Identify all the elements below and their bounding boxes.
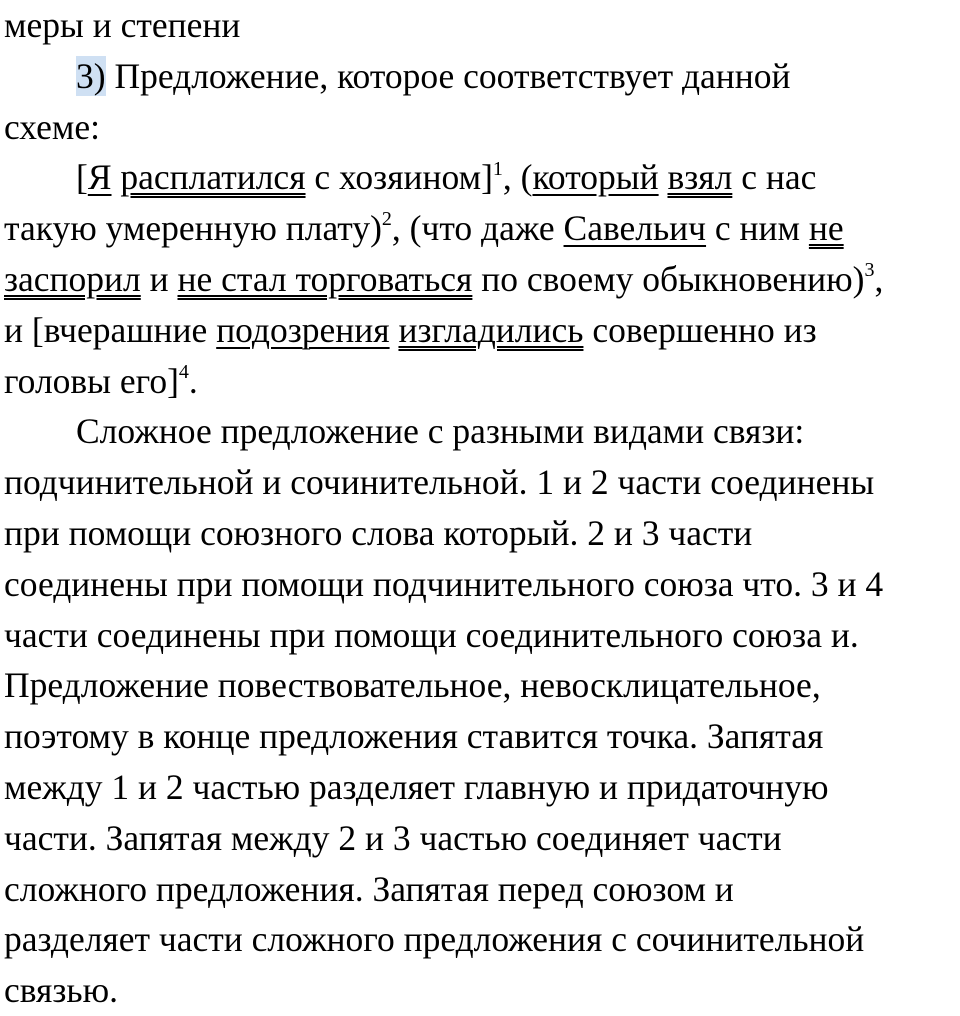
plain-text: ,	[874, 258, 884, 299]
clause-number: 3	[864, 259, 875, 282]
plain-text: с нас	[732, 157, 817, 198]
item-3-heading-line	[4, 51, 954, 102]
clause-number: 1	[492, 157, 503, 180]
analysis-line: соединены при помощи подчинительного союза что. 3 и 4	[4, 563, 884, 604]
predicate-underlined: не стал торговаться	[177, 258, 473, 299]
analysis-line: части соединены при помощи соединительного союза и.	[4, 614, 859, 655]
plain-text: по своему обыкновению)	[472, 258, 865, 299]
analysis-line: Предложение повествовательное, невосклицательное,	[4, 665, 821, 706]
item-number-highlighted[interactable]: 3)	[76, 55, 106, 96]
text-line: схеме:	[4, 106, 100, 147]
plain-text: с хозяином]	[305, 157, 493, 198]
analysis-line: подчинительной и сочинительной. 1 и 2 части соединены	[4, 462, 875, 503]
subject-underlined: Я	[87, 157, 112, 198]
item-text: Предложение, которое соответствует данной	[105, 55, 791, 96]
plain-text: совершенно из	[583, 309, 817, 350]
plain-text: головы его]	[4, 360, 179, 401]
scheme-line-4	[4, 305, 954, 356]
subject-underlined: который	[532, 157, 659, 198]
analysis-line: между 1 и 2 частью разделяет главную и придаточную	[4, 766, 829, 807]
analysis-line: при помощи союзного слова который. 2 и 3 части	[4, 512, 753, 553]
analysis-line: Сложное предложение с разными видами связи:	[76, 411, 805, 452]
scheme-line-1	[4, 152, 954, 203]
analysis-line: сложного предложения. Запятая перед союзом и	[4, 868, 734, 909]
scheme-line-3	[4, 254, 954, 305]
plain-text: , (что даже	[391, 208, 564, 249]
plain-text: .	[188, 360, 198, 401]
predicate-underlined: расплатился	[120, 157, 306, 198]
analysis-line: части. Запятая между 2 и 3 частью соединяет части	[4, 817, 782, 858]
scheme-line-2	[4, 203, 954, 254]
predicate-underlined: не	[808, 208, 844, 249]
analysis-line: поэтому в конце предложения ставится точка. Запятая	[4, 716, 824, 757]
predicate-underlined: изгладились	[398, 309, 584, 350]
clause-number: 2	[381, 208, 392, 231]
analysis-line: связью.	[4, 970, 118, 1011]
clause-number: 4	[178, 360, 189, 383]
analysis-line: разделяет части сложного предложения с сочинительной	[4, 919, 865, 960]
text-line: меры и степени	[4, 5, 241, 45]
subject-underlined: подозрения	[216, 309, 390, 350]
plain-text: и [вчерашние	[4, 309, 217, 350]
bracket-text: [	[76, 157, 88, 198]
scheme-line-5	[4, 356, 954, 407]
subject-underlined: Савельич	[563, 208, 707, 249]
plain-text: с ним	[706, 208, 809, 249]
document-body	[4, 0, 954, 1016]
predicate-underlined: заспорил	[4, 258, 141, 299]
plain-text: и	[140, 258, 178, 299]
plain-text: такую умеренную плату)	[4, 208, 382, 249]
predicate-underlined: взял	[667, 157, 733, 198]
plain-text: , (	[502, 157, 533, 198]
